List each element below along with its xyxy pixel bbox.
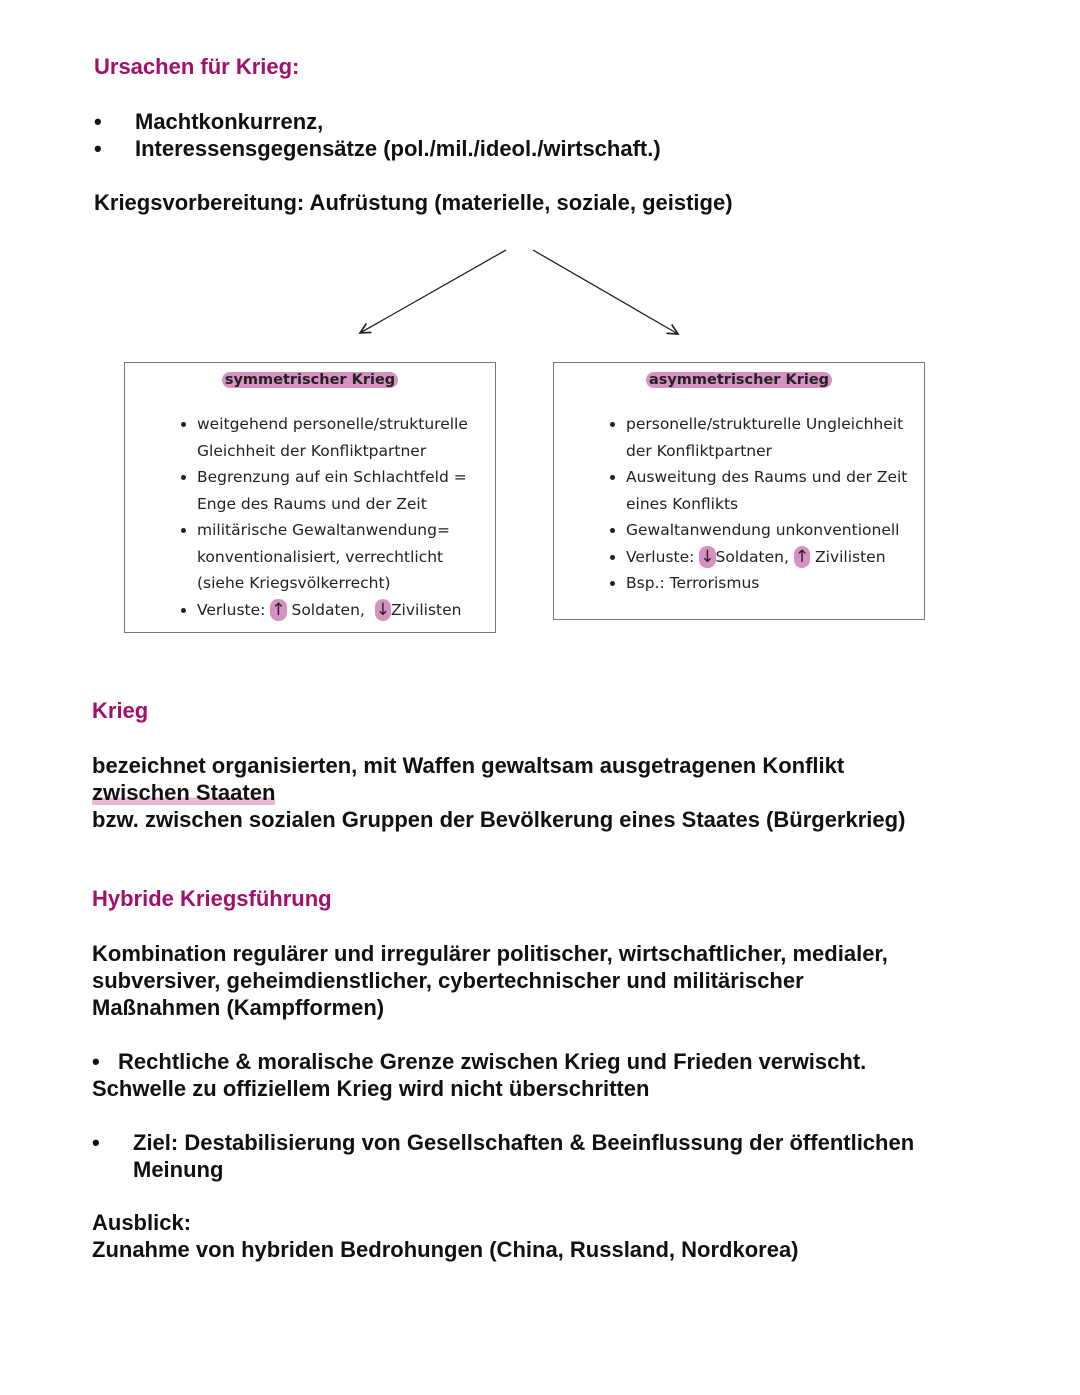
list-item: • Gewaltanwendung unkonventionell <box>626 517 907 544</box>
list-item: • Begrenzung auf ein Schlachtfeld = Enge des Raums und der Zeit <box>197 464 468 517</box>
list-item: • Verluste: ↓Soldaten, ↑ Zivilisten <box>626 544 907 571</box>
symmetric-war-box <box>124 362 496 633</box>
branch-arrows <box>0 0 1080 360</box>
arrow-up-icon: ↑ <box>794 546 810 567</box>
arrow-down-icon: ↓ <box>375 599 390 620</box>
asymmetric-title: asymmetrischer Krieg <box>646 372 832 388</box>
hybrid-definition: Kombination regulärer und irregulärer politischer, wirtschaftlicher, medialer, subversiver, geheimdienstlicher, cybertechnischer und militärischer Maßnahmen (Kampfformen) <box>92 941 888 1020</box>
arrow-up-icon: ↑ <box>271 599 286 620</box>
list-item: • weitgehend personelle/strukturelle Gleichheit der Konfliktpartner <box>197 411 468 464</box>
highlighted-text: zwischen Staaten <box>92 780 276 805</box>
list-item: • Verluste: ↑ Soldaten, ↓Zivilisten <box>197 597 468 624</box>
symmetric-title: symmetrischer Krieg <box>222 372 398 388</box>
bullet: • <box>94 109 102 134</box>
bullet: • <box>92 1130 100 1155</box>
krieg-definition: bezeichnet organisierten, mit Waffen gewaltsam ausgetragenen Konflikt zwischen Staaten bzw. zwischen sozialen Gruppen der Bevölkerung eines Staates (Bürgerkrieg) <box>92 753 906 832</box>
hybrid-bullet-1: • Rechtliche & moralische Grenze zwischen Krieg und Frieden verwischt. Schwelle zu offiziellem Krieg wird nicht überschritten <box>92 1049 867 1101</box>
hybrid-bullet-2: Ziel: Destabilisierung von Gesellschaften & Beeinflussung der öffentlichen Meinung <box>133 1130 915 1182</box>
outlook: Ausblick: Zunahme von hybriden Bedrohungen (China, Russland, Nordkorea) <box>92 1210 799 1262</box>
arrow-left <box>360 250 506 333</box>
asymmetric-list <box>598 411 907 597</box>
cause-item: Machtkonkurrenz, <box>135 109 324 134</box>
preparation-text: Kriegsvorbereitung: Aufrüstung (materielle, soziale, geistige) <box>94 190 733 215</box>
list-item: • Ausweitung des Raums und der Zeit eines Konflikts <box>626 464 907 517</box>
hybrid-heading: Hybride Kriegsführung <box>92 886 332 911</box>
arrow-down-icon: ↓ <box>700 546 715 567</box>
krieg-heading: Krieg <box>92 698 149 723</box>
causes-heading: Ursachen für Krieg: <box>94 54 300 79</box>
list-item: • Bsp.: Terrorismus <box>626 570 907 597</box>
arrow-right <box>533 250 678 334</box>
symmetric-list <box>169 411 468 623</box>
bullet: • <box>94 136 102 161</box>
asymmetric-war-box <box>553 362 925 620</box>
list-item: • militärische Gewaltanwendung= konventionalisiert, verrechtlicht (siehe Kriegsvölkerrecht) <box>197 517 468 597</box>
cause-item: Interessensgegensätze (pol./mil./ideol./wirtschaft.) <box>135 136 661 161</box>
list-item: • personelle/strukturelle Ungleichheit der Konfliktpartner <box>626 411 907 464</box>
